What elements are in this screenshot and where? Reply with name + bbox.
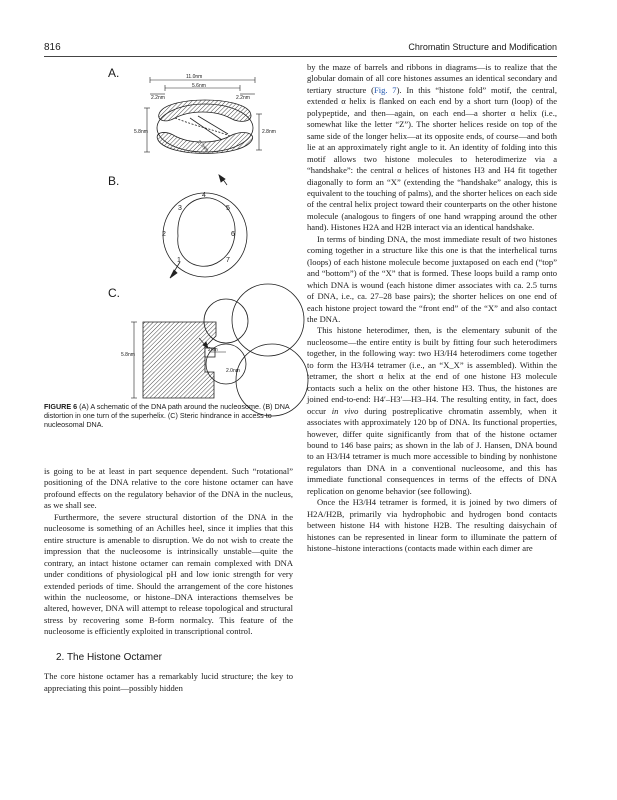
ring-position-7: 7 <box>226 257 230 264</box>
right-paragraph-1 <box>307 62 557 234</box>
figure-caption-text: (A) A schematic of the DNA path around the nucleosome. (B) DNA distortion in one turn of the superhelix. (C) Steric hindrance in access to nucleosomal DNA. <box>44 402 290 429</box>
left-paragraph-2: Furthermore, the severe structural distortion of the DNA in the nucleosome is something of an Achilles heel, since it implies that this entire structure is amenable to disruption. We do not wish to create the impression that the nucleosome is intrinsically unstable—quite the contrary, an intact histone octamer can remain complexed with DNA under conditions of physiological pH and low ionic strength for very extended periods of time. Should the arrangement of the core histones within the nucleosome, or histone–DNA interactions themselves be altered, however, DNA will attempt to release topological and structural stress by recovering some B-form normalcy. This feature of the nucleosome is efficiently exploited in transcriptional control. <box>44 511 293 637</box>
nucleosome-dna-superhelix <box>157 100 253 154</box>
dim-58nm-label: 5.8nm <box>134 129 148 135</box>
right-paragraph-1-end: ). In this “histone fold” motif, the central, extended α helix is flanked on each end by a short turn (loop) of the polypeptide, and then—again, on each end—a shorter α helix (i.e., somewhat like the letter “Z”). The shorter helices reside on top of the same side of the longer helix—at its opposite ends, of course—and both lie at an approximately right angle to it. An identity of folding into this motif allows two histone molecules to heterodimerize via a “handshake”: the central α helices of histones H3 and H4 fit together diagonally to form an “X” (extending the “handshake” analogy, this is equivalent to the touching of palms), and the shorter helices on each side of the central helix project toward their counterparts on the other histone molecule (analogous to fingers of one hand wrapping around the other hand). Histones H2A and H2B interact via an identical handshake. <box>307 84 557 233</box>
dim-56nm-label: 5.6nm <box>192 83 206 89</box>
figure-caption-label: FIGURE 6 <box>44 402 78 411</box>
panel-label-a: A. <box>108 66 120 80</box>
ring-position-4: 4 <box>202 192 206 199</box>
right-column <box>307 62 557 554</box>
left-column <box>44 466 293 694</box>
ring-position-3: 3 <box>178 205 182 212</box>
running-title: Chromatin Structure and Modification <box>408 42 557 52</box>
panel-label-c: C. <box>108 286 120 300</box>
steric-hindrance-diagram <box>131 284 308 416</box>
dim-22nm-right-label: 2.2nm <box>236 95 250 101</box>
right-paragraph-4: Once the H3/H4 tetramer is formed, it is joined by two dimers of H2A/H2B, primarily via hydrophobic and hydrogen bond contacts between histone H4 with histone H2B. The resulting daisychain of histones can be represented in linear form to illuminate the pattern of histone–histone interactions (contacts made within each dimer are <box>307 497 557 554</box>
right-paragraph-2: In terms of binding DNA, the most immediate result of two histones coming together in a structure like this one is that the interhelical turns (loops) of each histone molecule become juxtaposed on each end (“top” and “bottom”) of the “X” that is formed. These loops build a ramp onto which DNA is wound (each histone dimer associates with ca. 2.5 turns of DNA, i.e., ca. 27–28 base pairs); the shorter helices on one end of each histone project toward the “front end” of the “X” and also contact the DNA. <box>307 233 557 324</box>
c-20nm-label: 2.0nm <box>226 368 240 374</box>
right-paragraph-3-end: during postreplicative chromatin assembly, when it associates with approximately 120 bp of DNA. Its functional properties, however, differ quite significantly from that of the histone octamer bound to 146 base pairs; as shown in the lab of J. Hansen, DNA bound to an H3/H4 tetramer is much more accessible to binding by nonhistone regulators than DNA in a conventional nucleosome, and this has immediate functional consequences in terms of the effects of DNA replication on genome behavior (see following). <box>307 405 557 496</box>
page-number: 816 <box>44 42 61 53</box>
panel-label-b: B. <box>108 174 120 188</box>
ring-position-6: 6 <box>231 231 235 238</box>
right-paragraph-3 <box>307 325 557 497</box>
left-paragraph-1: is going to be at least in part sequence dependent. Such “rotational” positioning of the DNA relative to the core histone octamer can have profound effects on the regulatory behavior of the DNA in the nucleus, as we shall see. <box>44 466 293 511</box>
c-58nm-label: 5.8nm <box>121 352 135 358</box>
left-paragraph-3: The core histone octamer has a remarkably lucid structure; the key to appreciating this point—possibly hidden <box>44 671 293 693</box>
superhelix-turn-ring <box>163 175 247 278</box>
figure-7-link[interactable]: Fig. 7 <box>373 84 397 95</box>
right-paragraph-1-start: by the maze of barrels and ribbons in diagrams—is to realize that the globular domain of all core histones assumes an identical secondary and tertiary structure ( <box>307 62 557 95</box>
ring-position-2: 2 <box>162 231 166 238</box>
c-2nm-label: 2nm <box>208 347 218 353</box>
dim-28nm-label: 2.8nm <box>262 129 276 135</box>
right-paragraph-3-start: This histone heterodimer, then, is the elementary subunit of the nucleosome—the entire entity is built by fitting four such heterodimers together, in the following way: two H3/H4 heterodimers come together to form the H3/H4 tetramer (i.e., an “X_X” is assembled). Within the tetramer, the short α helix at the end of one histone H3 molecule contacts such a helix on the other histone H3. Thus, the histones are joined end-to-end: H4′–H3′—H3–H4. The resulting entity, in fact, does occur <box>307 325 557 416</box>
dim-11nm-label: 11.0nm <box>186 74 203 80</box>
dim-22nm-left-label: 2.2nm <box>151 95 165 101</box>
in-vivo-term: in vivo <box>331 405 359 416</box>
ring-position-1: 1 <box>177 257 181 264</box>
figure-caption <box>44 402 294 429</box>
section-heading-histone-octamer: 2. The Histone Octamer <box>56 651 162 663</box>
ring-position-5: 5 <box>226 205 230 212</box>
